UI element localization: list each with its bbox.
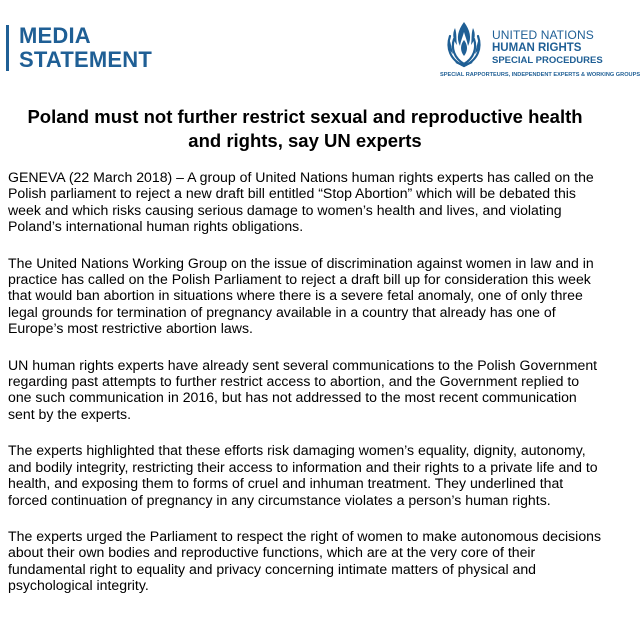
body-paragraph: UN human rights experts have already sent several communications to the Polish Government regarding past attempts to further restrict access to abortion, and the Government replied to one such communication in 2016, but has not addressed to the most recent communication sent by the experts.: [8, 356, 598, 422]
body-paragraph: The experts highlighted that these efforts risk damaging women’s equality, dignity, autonomy, and bodily integrity, restricting their access to information and their rights to a private life and to health, and exposing them to forms of cruel and inhuman treatment. They underlined that forced continuation of pregnancy in any circumstance violates a person’s human rights.: [8, 442, 598, 508]
statement-headline: Poland must not further restrict sexual and reproductive health and rights, say UN experts: [27, 106, 583, 151]
logo-subtitle: SPECIAL RAPPORTEURS, INDEPENDENT EXPERTS & WORKING GROUPS: [440, 72, 640, 78]
media-statement-line-2: STATEMENT: [19, 47, 152, 72]
logo-human-rights: HUMAN RIGHTS: [492, 42, 582, 54]
media-statement-accent-bar: [6, 25, 9, 71]
body-paragraph: The experts urged the Parliament to respect the right of women to make autonomous decisions about their own bodies and reproductive functions, which are at the very core of their fundamental right to equality and privacy concerning intimate matters of physical and psychological integrity.: [8, 527, 602, 594]
media-statement-line-1: MEDIA: [19, 23, 91, 48]
logo-united-nations: UNITED NATIONS: [492, 28, 594, 42]
body-paragraph: GENEVA (22 March 2018) – A group of United Nations human rights experts has called on the Polish parliament to reject a new draft bill entitled “Stop Abortion” which will be debated this week and which risks causing serious damage to women’s health and lives, and violating Poland’s international human rights obligations.: [8, 169, 594, 235]
body-paragraph: The United Nations Working Group on the issue of discrimination against women in law and in practice has called on the Polish Parliament to reject a draft bill up for consideration this week that would ban abortion in situations where there is a severe fetal anomaly, one of only three legal grounds for termination of pregnancy available in a country that already has one of Europe’s most restrictive abortion laws.: [8, 254, 594, 337]
logo-special-procedures: SPECIAL PROCEDURES: [492, 55, 603, 66]
statement-body: [8, 169, 604, 614]
media-statement-title: [19, 24, 152, 72]
un-human-rights-logo: [440, 18, 640, 82]
un-human-rights-flame-emblem-icon: [440, 18, 488, 70]
document-header: [0, 0, 640, 90]
